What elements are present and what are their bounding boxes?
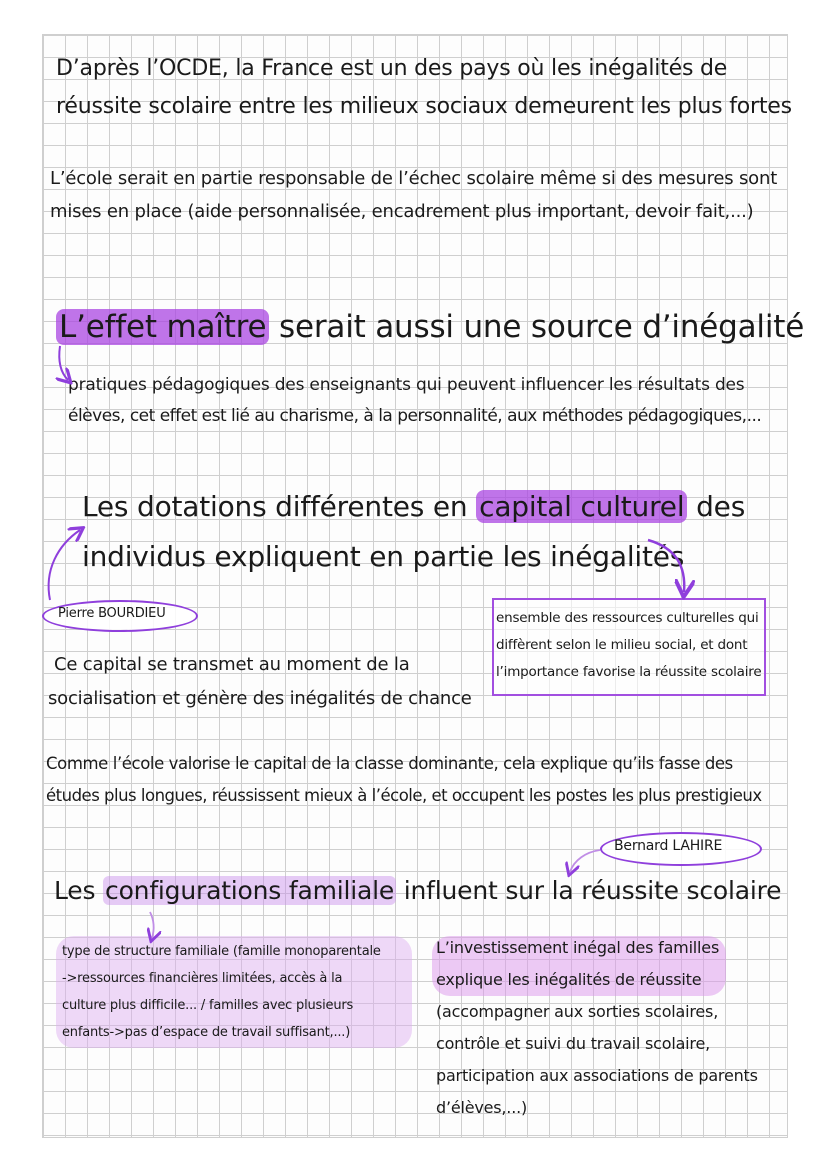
cultural-capital-title-part1: Les dotations différentes en xyxy=(82,490,477,523)
author-lahire: Bernard LAHIRE xyxy=(614,838,723,854)
dominant-class-line-2: études plus longues, réussissent mieux à l’école, et occupent les postes les plus prestigieux xyxy=(46,786,762,805)
definition-line-1: ensemble des ressources culturelles qui xyxy=(496,610,759,626)
teacher-effect-highlight: L’effet maître xyxy=(56,309,269,345)
family-highlight: configurations familiale xyxy=(105,876,395,905)
investment-line-2: explique les inégalités de réussite xyxy=(436,970,702,989)
family-title xyxy=(54,876,781,905)
cultural-capital-title-1 xyxy=(82,490,745,523)
investment-line-4: contrôle et suivi du travail scolaire, xyxy=(436,1034,710,1053)
teacher-effect-title-rest: serait aussi une source d’inégalité xyxy=(269,309,805,345)
cultural-capital-highlight: capital culturel xyxy=(476,490,687,523)
investment-line-6: d’élèves,...) xyxy=(436,1098,528,1117)
family-title-part2: influent sur la réussite scolaire xyxy=(396,876,782,905)
investment-line-3: (accompagner aux sorties scolaires, xyxy=(436,1002,719,1021)
teacher-effect-title xyxy=(56,309,804,345)
author-bourdieu: Pierre BOURDIEU xyxy=(58,606,166,621)
teacher-effect-desc-2: élèves, cet effet est lié au charisme, à la personnalité, aux méthodes pédagogiques,... xyxy=(68,406,762,426)
dominant-class-line-1: Comme l’école valorise le capital de la classe dominante, cela explique qu’ils fasse des xyxy=(46,754,733,773)
family-title-part1: Les xyxy=(54,876,104,905)
intro-line-1: D’après l’OCDE, la France est un des pays où les inégalités de xyxy=(56,56,728,81)
family-structure-line-2: ->ressources financières limitées, accès à la xyxy=(62,971,343,986)
cultural-capital-title-part2: des xyxy=(687,490,746,523)
transmission-line-1: Ce capital se transmet au moment de la xyxy=(54,654,410,675)
school-line-1: L’école serait en partie responsable de l’échec scolaire même si des mesures sont xyxy=(50,168,778,189)
intro-line-2: réussite scolaire entre les milieux sociaux demeurent les plus fortes xyxy=(56,94,792,119)
investment-line-1: L’investissement inégal des familles xyxy=(436,938,720,957)
investment-line-5: participation aux associations de parents xyxy=(436,1066,758,1085)
family-structure-line-4: enfants->pas d’espace de travail suffisant,...) xyxy=(62,1025,351,1040)
definition-line-2: diffèrent selon le milieu social, et dont xyxy=(496,637,748,653)
family-structure-line-3: culture plus difficile... / familles avec plusieurs xyxy=(62,998,354,1013)
teacher-effect-desc-1: pratiques pédagogiques des enseignants qui peuvent influencer les résultats des xyxy=(68,375,745,395)
definition-line-3: l’importance favorise la réussite scolaire xyxy=(496,664,762,680)
transmission-line-2: socialisation et génère des inégalités de chance xyxy=(48,688,472,709)
school-line-2: mises en place (aide personnalisée, encadrement plus important, devoir fait,...) xyxy=(50,201,754,222)
family-structure-line-1: type de structure familiale (famille monoparentale xyxy=(62,944,381,959)
cultural-capital-title-2: individus expliquent en partie les inégalités xyxy=(82,540,685,573)
